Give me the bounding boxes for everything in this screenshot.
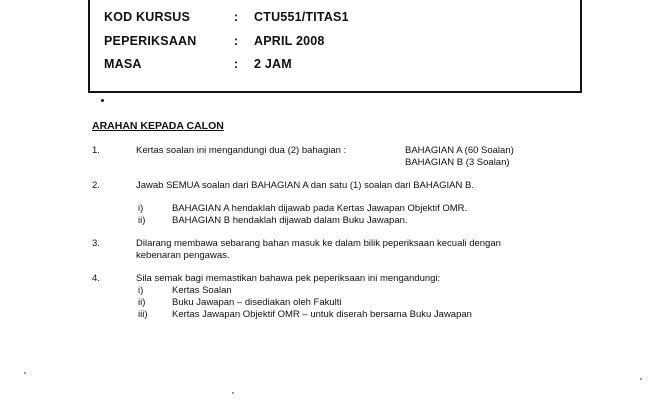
- item-4-sub-1-marker: i): [138, 285, 144, 296]
- item-1-aside-b: BAHAGIAN B (3 Soalan): [405, 157, 510, 168]
- item-4-sub-3-text: Kertas Jawapan Objektif OMR – untuk diserah bersama Buku Jawapan: [172, 309, 472, 320]
- course-code-label: KOD KURSUS: [104, 10, 191, 24]
- item-2-sub-2-text: BAHAGIAN B hendaklah dijawab dalam Buku Jawapan.: [172, 215, 408, 226]
- examination-colon: :: [234, 34, 239, 48]
- item-3-number: 3.: [92, 238, 100, 249]
- item-2-sub-2-marker: ii): [138, 215, 146, 226]
- item-4-sub-2-text: Buku Jawapan – disediakan oleh Fakulti: [172, 297, 342, 308]
- item-1-aside-a: BAHAGIAN A (60 Soalan): [405, 145, 514, 156]
- scan-speck: [24, 372, 26, 374]
- duration-label: MASA: [104, 57, 142, 71]
- item-2-sub-1-marker: i): [138, 203, 144, 214]
- scan-speck: [640, 378, 642, 380]
- item-4-sub-2-marker: ii): [138, 297, 146, 308]
- course-code-value: CTU551/TITAS1: [254, 10, 349, 24]
- duration-value: 2 JAM: [254, 57, 292, 71]
- item-2-text: Jawab SEMUA soalan dari BAHAGIAN A dan satu (1) soalan dari BAHAGIAN B.: [136, 180, 474, 191]
- examination-label: PEPERIKSAAN: [104, 34, 197, 48]
- item-2-sub-1-text: BAHAGIAN A hendaklah dijawab pada Kertas Jawapan Objektif OMR.: [172, 203, 468, 214]
- item-3-line-2: kebenaran pengawas.: [136, 250, 230, 261]
- item-1-number: 1.: [92, 145, 100, 156]
- item-4-sub-1-text: Kertas Soalan: [172, 285, 232, 296]
- instructions-title: ARAHAN KEPADA CALON: [92, 120, 224, 132]
- item-1-text: Kertas soalan ini mengandungi dua (2) bahagian :: [136, 145, 347, 156]
- item-4-text: Sila semak bagi memastikan bahawa pek peperiksaan ini mengandungi:: [136, 273, 441, 284]
- item-2-number: 2.: [92, 180, 100, 191]
- scan-speck: [232, 392, 234, 394]
- examination-value: APRIL 2008: [254, 34, 325, 48]
- duration-colon: :: [234, 57, 239, 71]
- item-4-number: 4.: [92, 273, 100, 284]
- item-3-line-1: Dilarang membawa sebarang bahan masuk ke dalam bilik peperiksaan kecuali dengan: [136, 238, 501, 249]
- course-code-colon: :: [234, 10, 239, 24]
- bullet-dot: [101, 99, 104, 102]
- item-4-sub-3-marker: iii): [138, 309, 148, 320]
